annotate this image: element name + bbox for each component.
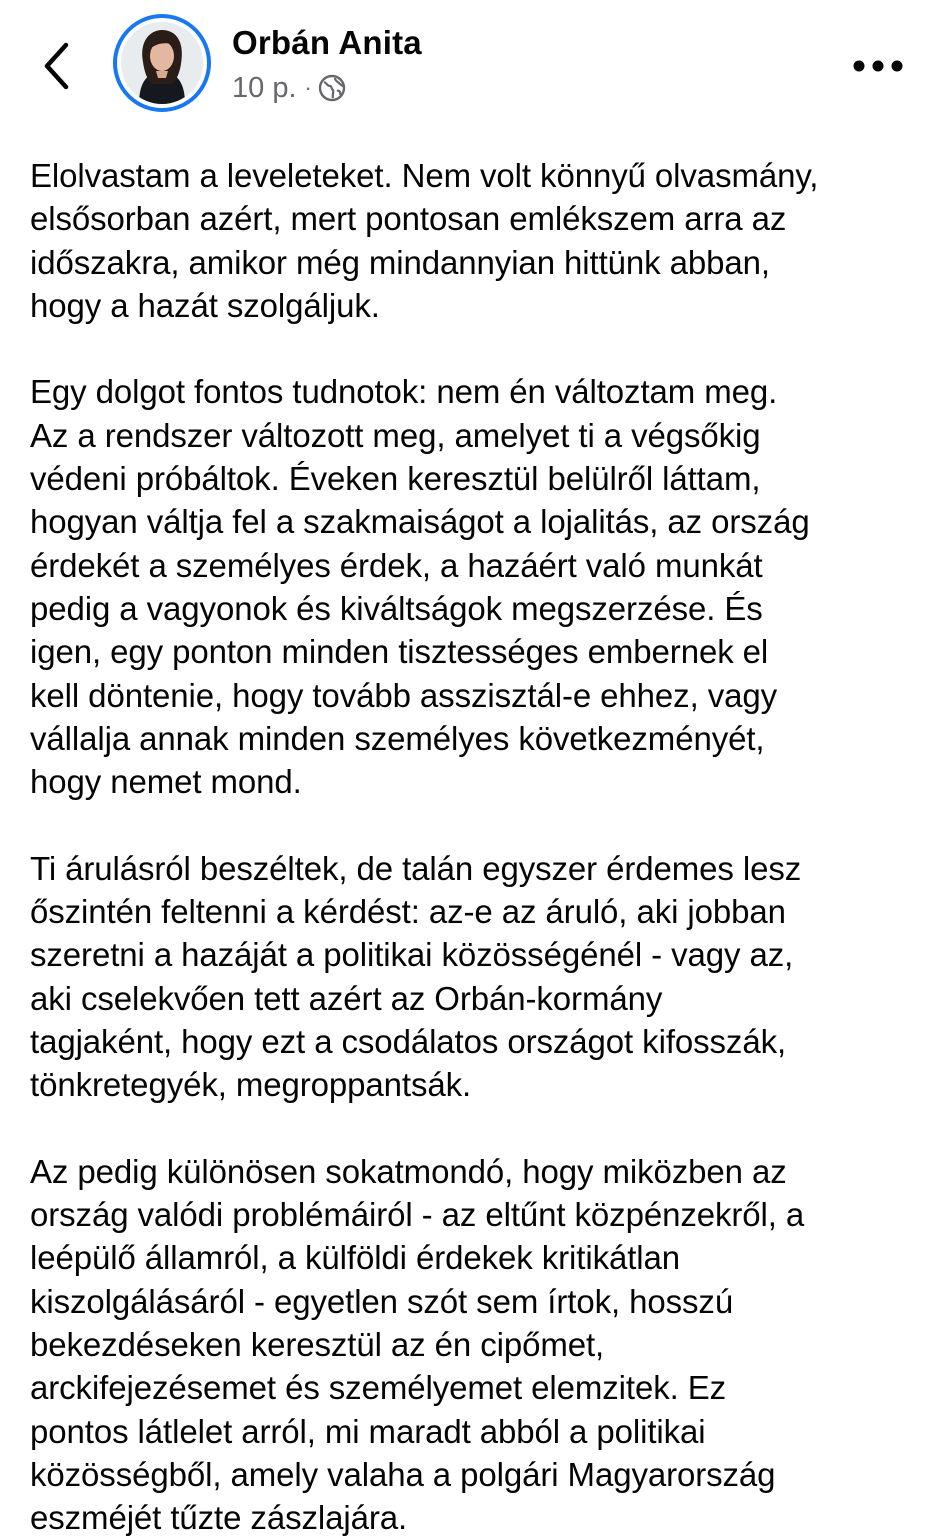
post-text-line: kiszolgálásáról - egyetlen szót sem írtok, hosszú <box>30 1282 734 1320</box>
post-text-line: pedig a vagyonok és kiváltságok megszerzése. És <box>30 589 763 627</box>
globe-icon <box>318 74 346 102</box>
more-options-button[interactable] <box>848 44 908 88</box>
post-paragraph <box>30 370 925 803</box>
post-text-line: időszakra, amikor még mindannyian hittünk abban, <box>30 243 770 281</box>
author-name[interactable]: Orbán Anita <box>232 24 422 61</box>
post-text-line: arckifejezésemet és személyemet elemzitek. Ez <box>30 1369 727 1407</box>
post-text-line: érdekét a személyes érdek, a hazáért való munkát <box>30 546 763 584</box>
post-text-line: szeretni a hazáját a politikai közösségénél - vagy az, <box>30 936 794 974</box>
post-paragraph <box>30 1150 925 1540</box>
timestamp[interactable]: 10 p. <box>232 71 297 104</box>
post-text-line: bekezdéseken keresztül az én cipőmet, <box>30 1326 605 1364</box>
post-text-line: eszméjét tűzte zászlajára. <box>30 1499 408 1537</box>
paragraph-gap <box>30 327 925 370</box>
post-text-line: Egy dolgot fontos tudnotok: nem én változtam meg. <box>30 373 778 411</box>
post-text-line: vállalja annak minden személyes következményét, <box>30 719 765 757</box>
post-text-line: pontos látlelet arról, mi maradt abból a politikai <box>30 1412 706 1450</box>
post-text-line: leépülő államról, a külföldi érdekek kritikátlan <box>30 1239 681 1277</box>
more-horizontal-icon <box>852 59 904 73</box>
post-text-line: közösségből, amely valaha a polgári Magyarország <box>30 1455 776 1493</box>
paragraph-gap <box>30 1107 925 1150</box>
post-text-line: Ti árulásról beszéltek, de talán egyszer érdemes lesz <box>30 849 802 887</box>
post-text-line: hogy a hazát szolgáljuk. <box>30 286 380 324</box>
meta-separator: · <box>304 75 312 100</box>
post-paragraph <box>30 847 925 1107</box>
post-text-line: tönkretegyék, megroppantsák. <box>30 1066 472 1104</box>
post-header <box>0 0 935 140</box>
profile-photo <box>121 22 203 104</box>
avatar[interactable] <box>113 14 211 112</box>
post-text-line: Az pedig különösen sokatmondó, hogy miközben az <box>30 1152 787 1190</box>
post-text-line: aki cselekvően tett azért az Orbán-kormány <box>30 979 663 1017</box>
post-text-line: védeni próbáltok. Éveken keresztül belülről láttam, <box>30 460 761 498</box>
post-paragraph <box>30 154 925 327</box>
post-text-line: hogyan váltja fel a szakmaiságot a lojalitás, az ország <box>30 503 810 541</box>
person-photo-icon <box>121 22 203 104</box>
post-text-line: elsősorban azért, mert pontosan emlékszem arra az <box>30 200 787 238</box>
post-text-line: őszintén feltenni a kérdést: az-e az áruló, aki jobban <box>30 893 786 931</box>
post-meta <box>232 70 346 106</box>
chevron-left-icon <box>42 41 72 91</box>
back-button[interactable] <box>30 34 84 98</box>
paragraph-gap <box>30 803 925 846</box>
post-text-line: Elolvastam a leveleteket. Nem volt könnyű olvasmány, <box>30 157 819 194</box>
post-text-line: ország valódi problémáiról - az eltűnt közpénzekről, a <box>30 1196 805 1234</box>
post-text-line: igen, egy ponton minden tisztességes embernek el <box>30 633 769 671</box>
post-text-line: kell döntenie, hogy tovább asszisztál-e ehhez, vagy <box>30 676 778 714</box>
post-text-line: tagjaként, hogy ezt a csodálatos országot kifosszák, <box>30 1022 787 1060</box>
post-body <box>30 154 925 1540</box>
post-text-line: Az a rendszer változott meg, amelyet ti a végsőkig <box>30 416 761 454</box>
post-text-line: hogy nemet mond. <box>30 763 302 801</box>
